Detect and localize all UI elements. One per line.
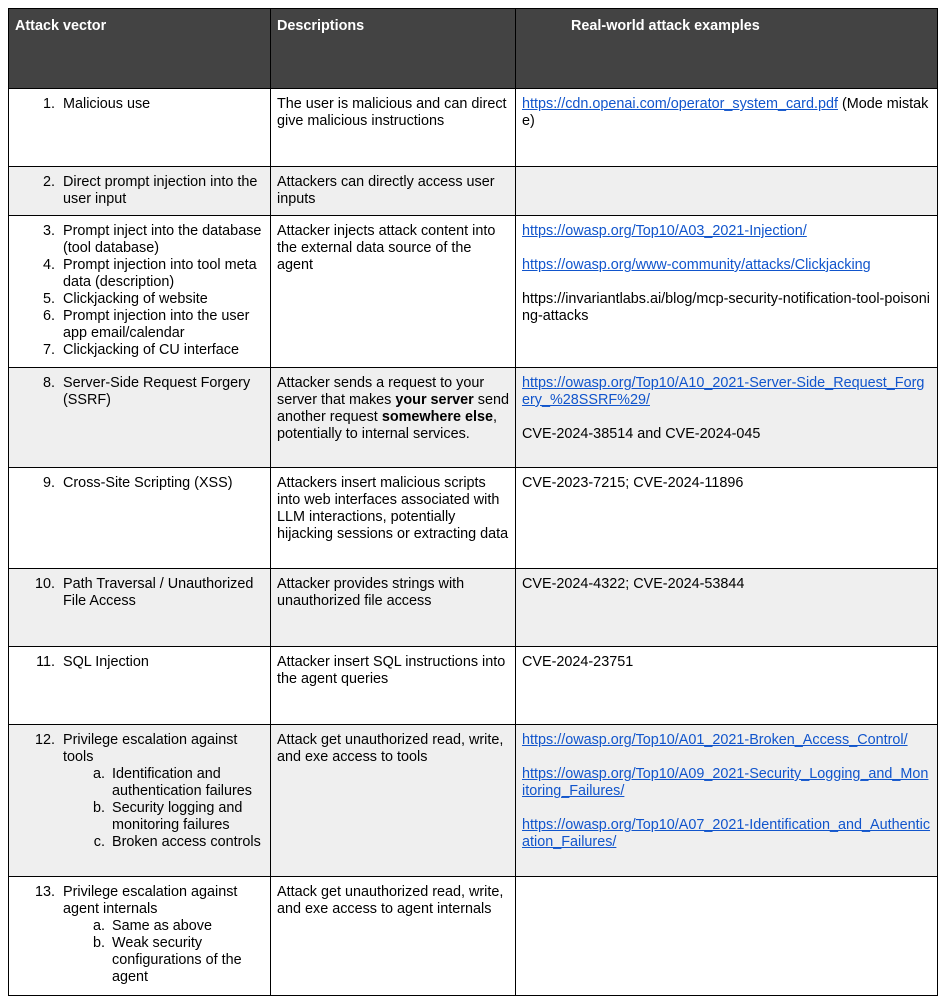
table-row (9, 569, 938, 647)
description-text: your server (395, 392, 474, 408)
description-text: Attackers insert malicious scripts into web interfaces associated with LLM interactions, potentially hijacking sessions or extracting data (277, 475, 509, 542)
examples-cell (516, 569, 938, 647)
list-item (15, 96, 264, 113)
table-row (9, 167, 938, 216)
list-item (15, 291, 264, 308)
example-paragraph (522, 257, 931, 274)
list-text: Path Traversal / Unauthorized File Access (63, 576, 254, 609)
list-item (15, 375, 264, 409)
list-item (15, 834, 264, 851)
example-link[interactable]: https://owasp.org/Top10/A10_2021-Server-Side_Request_Forgery_%28SSRF%29/ (522, 375, 925, 408)
list-item (15, 800, 264, 834)
attack-vector-list (15, 654, 264, 671)
list-number: 9. (42, 475, 55, 491)
table-row (9, 647, 938, 725)
attack-vector-cell (9, 89, 271, 167)
example-paragraph (522, 766, 931, 800)
attack-vector-cell (9, 647, 271, 725)
list-number: 8. (42, 375, 55, 391)
description-cell (271, 647, 516, 725)
description-text: Attackers can directly access user inputs (277, 174, 495, 207)
table-row (9, 725, 938, 877)
description-cell (271, 569, 516, 647)
examples-cell (516, 216, 938, 368)
examples-cell (516, 368, 938, 468)
description-text: The user is malicious and can direct give malicious instructions (277, 96, 507, 129)
list-number: a. (92, 766, 105, 782)
list-item (15, 223, 264, 257)
table-row (9, 368, 938, 468)
description-text: Attacker insert SQL instructions into the agent queries (277, 654, 506, 687)
list-text: Broken access controls (112, 834, 261, 850)
list-text: Identification and authentication failures (112, 766, 252, 799)
attack-vector-list (15, 375, 264, 409)
table-row (9, 89, 938, 167)
list-number: 7. (42, 342, 55, 358)
list-number: a. (92, 918, 105, 934)
table-row (9, 468, 938, 569)
example-paragraph (522, 732, 931, 749)
description-text: somewhere else (381, 409, 494, 425)
list-item (15, 918, 264, 935)
list-text: Clickjacking of CU interface (63, 342, 239, 358)
attack-vector-cell (9, 216, 271, 368)
attack-vector-cell (9, 877, 271, 996)
list-item (15, 732, 264, 766)
example-paragraph (522, 223, 931, 240)
examples-cell (516, 647, 938, 725)
attack-vector-list (15, 576, 264, 610)
list-text: Prompt inject into the database (tool database) (63, 223, 262, 256)
examples-cell (516, 468, 938, 569)
list-number: 1. (42, 96, 55, 112)
list-item (15, 884, 264, 918)
list-text: Security logging and monitoring failures (112, 800, 243, 833)
attack-vector-list (15, 732, 264, 851)
list-number: 3. (42, 223, 55, 239)
header-examples: Real-world attack examples (516, 9, 938, 89)
attack-vector-list (15, 223, 264, 359)
description-text: Attack get unauthorized read, write, and exe access to tools (277, 732, 504, 765)
list-number: b. (92, 800, 105, 816)
example-paragraph (522, 375, 931, 409)
example-paragraph (522, 291, 931, 325)
header-descriptions: Descriptions (271, 9, 516, 89)
list-item (15, 576, 264, 610)
list-text: Prompt injection into tool meta data (description) (63, 257, 257, 290)
list-number: 12. (34, 732, 55, 748)
list-number: 11. (36, 654, 55, 670)
list-text: Direct prompt injection into the user input (63, 174, 258, 207)
attack-vector-cell (9, 569, 271, 647)
description-cell (271, 725, 516, 877)
attack-vector-cell (9, 468, 271, 569)
examples-cell (516, 725, 938, 877)
attack-vector-table (8, 8, 938, 996)
attack-vector-list (15, 884, 264, 986)
header-row (9, 9, 938, 89)
example-text: CVE-2024-4322; CVE-2024-53844 (522, 576, 745, 592)
attack-vector-list (15, 174, 264, 208)
examples-cell (516, 89, 938, 167)
description-cell (271, 89, 516, 167)
example-paragraph (522, 426, 931, 443)
example-link[interactable]: https://owasp.org/Top10/A09_2021-Security_Logging_and_Monitoring_Failures/ (522, 766, 929, 799)
list-item (15, 308, 264, 342)
description-cell (271, 167, 516, 216)
description-text: Attacker sends a request to your server that makes (277, 375, 485, 408)
example-text: CVE-2024-23751 (522, 654, 634, 670)
list-text: Clickjacking of website (63, 291, 208, 307)
attack-vector-list (15, 475, 264, 492)
example-text: (Mode mistake) (522, 96, 929, 129)
list-item (15, 935, 264, 986)
list-text: Privilege escalation against tools (63, 732, 238, 765)
example-paragraph (522, 817, 931, 851)
list-text: Prompt injection into the user app email/calendar (63, 308, 250, 341)
list-item (15, 257, 264, 291)
description-cell (271, 216, 516, 368)
example-paragraph (522, 96, 931, 130)
table-row (9, 216, 938, 368)
list-number: 5. (42, 291, 55, 307)
list-item (15, 174, 264, 208)
list-text: Server-Side Request Forgery (SSRF) (63, 375, 251, 408)
list-number: c. (93, 834, 105, 850)
list-number: b. (92, 935, 105, 951)
list-number: 6. (42, 308, 55, 324)
description-text: , potentially to internal services. (277, 409, 498, 442)
list-number: 13. (34, 884, 55, 900)
example-text: CVE-2023-7215; CVE-2024-11896 (522, 475, 744, 491)
attack-vector-cell (9, 368, 271, 468)
example-text: CVE-2024-38514 and CVE-2024-045 (522, 426, 761, 442)
description-text: Attacker provides strings with unauthorized file access (277, 576, 465, 609)
description-cell (271, 368, 516, 468)
list-text: Privilege escalation against agent internals (63, 884, 238, 917)
list-text: SQL Injection (63, 654, 149, 670)
description-text: Attack get unauthorized read, write, and exe access to agent internals (277, 884, 504, 917)
attack-vector-cell (9, 167, 271, 216)
example-link[interactable]: https://cdn.openai.com/operator_system_card.pdf (522, 96, 838, 112)
list-number: 2. (42, 174, 55, 190)
attack-vector-list (15, 96, 264, 113)
list-text: Malicious use (63, 96, 151, 112)
description-text: Attacker injects attack content into the external data source of the agent (277, 223, 496, 273)
example-paragraph (522, 654, 931, 671)
example-link[interactable]: https://owasp.org/www-community/attacks/Clickjacking (522, 257, 871, 273)
list-text: Same as above (112, 918, 212, 934)
list-item (15, 766, 264, 800)
example-link[interactable]: https://owasp.org/Top10/A01_2021-Broken_Access_Control/ (522, 732, 908, 748)
list-text: Cross-Site Scripting (XSS) (63, 475, 233, 491)
description-cell (271, 877, 516, 996)
example-link[interactable]: https://owasp.org/Top10/A03_2021-Injection/ (522, 223, 807, 239)
table-row (9, 877, 938, 996)
example-paragraph (522, 576, 931, 593)
list-text: Weak security configurations of the agent (112, 935, 242, 985)
description-cell (271, 468, 516, 569)
example-text: https://invariantlabs.ai/blog/mcp-security-notification-tool-poisoning-attacks (522, 291, 930, 324)
examples-cell (516, 877, 938, 996)
examples-cell (516, 167, 938, 216)
list-number: 4. (42, 257, 55, 273)
list-number: 10. (34, 576, 55, 592)
header-attack-vector: Attack vector (9, 9, 271, 89)
list-item (15, 475, 264, 492)
attack-vector-cell (9, 725, 271, 877)
example-link[interactable]: https://owasp.org/Top10/A07_2021-Identification_and_Authentication_Failures/ (522, 817, 931, 850)
example-paragraph (522, 475, 931, 492)
description-text: send another request (277, 392, 509, 425)
list-item (15, 342, 264, 359)
list-item (15, 654, 264, 671)
